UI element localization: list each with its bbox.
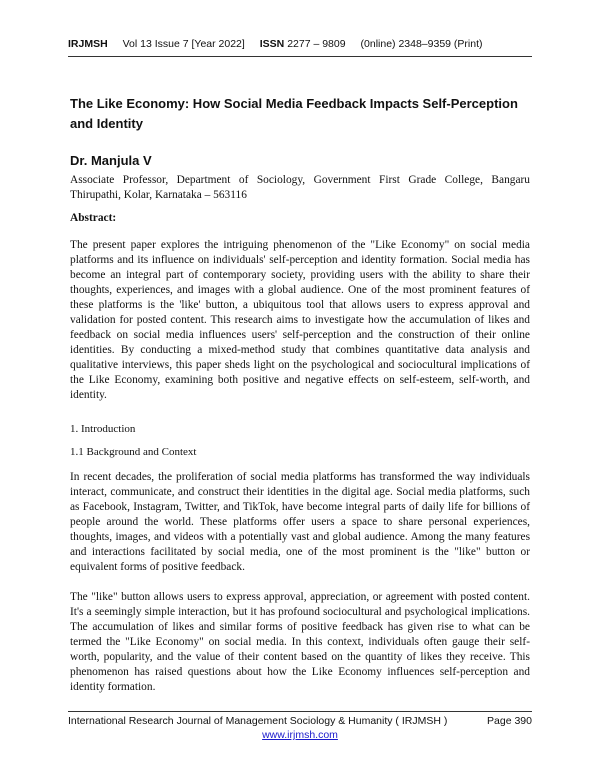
footer-divider (68, 711, 532, 712)
running-footer (68, 715, 532, 727)
abstract-text: The present paper explores the intriguing phenomenon of the "Like Economy" on social media platforms and its influence on individuals' self-perception and identity formation. Social media has become an integral part of contemporary society, providing users with the ability to share their thoughts, experiences, and images with a global audience. One of the most prominent features of these platforms is the 'like' button, a ubiquitous tool that allows users to express approval and validation for posted content. This research aims to investigate how the accumulation of likes and feedback on social media influences users' self-perception and the construction of their online identities. By conducting a mixed-method study that combines quantitative data analysis and qualitative interviews, this paper sheds light on the psychological and sociocultural implications of the Like Economy, examining both positive and negative effects on self-esteem, self-worth, and identity. (70, 239, 530, 401)
website-line (0, 729, 600, 741)
journal-full-name: International Research Journal of Management Sociology & Humanity ( IRJMSH ) (68, 715, 448, 727)
body-paragraph: In recent decades, the proliferation of social media platforms has transformed the way individuals interact, communicate, and construct their identities in the digital age. Social media platforms, such as Facebook, Instagram, Twitter, and TikTok, have become integral parts of daily life for billions of people around the world. These platforms offer users a space to share personal experiences, thoughts, images, and videos with a potentially vast and global audience. Among the many features and interactions facilitated by social media, one of the most prominent is the "like" button or equivalent forms of positive feedback. (70, 471, 530, 573)
abstract-heading: Abstract: (70, 212, 117, 224)
journal-abbr: IRJMSH (68, 38, 108, 50)
running-header (68, 38, 532, 50)
section-heading-introduction: 1. Introduction (70, 423, 136, 435)
author-name: Dr. Manjula V (70, 153, 152, 168)
issn-label: ISSN (259, 38, 285, 50)
website-link[interactable]: www.irjmsh.com (262, 729, 338, 741)
body-paragraph: The "like" button allows users to express approval, appreciation, or agreement with posted content. It's a seemingly simple interaction, but it has profound sociocultural and psychological implications. The accumulation of likes and similar forms of positive feedback has given rise to what can be termed the "Like Economy" on social media. In this context, individuals often gauge their self-worth, popularity, and the value of their content based on the quantity of likes they receive. This phenomenon has raised questions about how the Like Economy influences self-perception and identity formation. (70, 591, 530, 693)
paper-title: The Like Economy: How Social Media Feedback Impacts Self-Perception and Identity (70, 96, 518, 131)
volume-issue: Vol 13 Issue 7 [Year 2022] (122, 38, 245, 50)
issn-online: (0nline) 2348–9359 (Print) (360, 38, 483, 50)
page-number: Page 390 (487, 715, 532, 727)
issn-value: 2277 – 9809 (287, 38, 346, 50)
author-affiliation: Associate Professor, Department of Sociology, Government First Grade College, Bangaru Thirupathi, Kolar, Karnataka – 563116 (70, 174, 530, 201)
subsection-heading-background: 1.1 Background and Context (70, 446, 197, 458)
header-divider (68, 56, 532, 57)
